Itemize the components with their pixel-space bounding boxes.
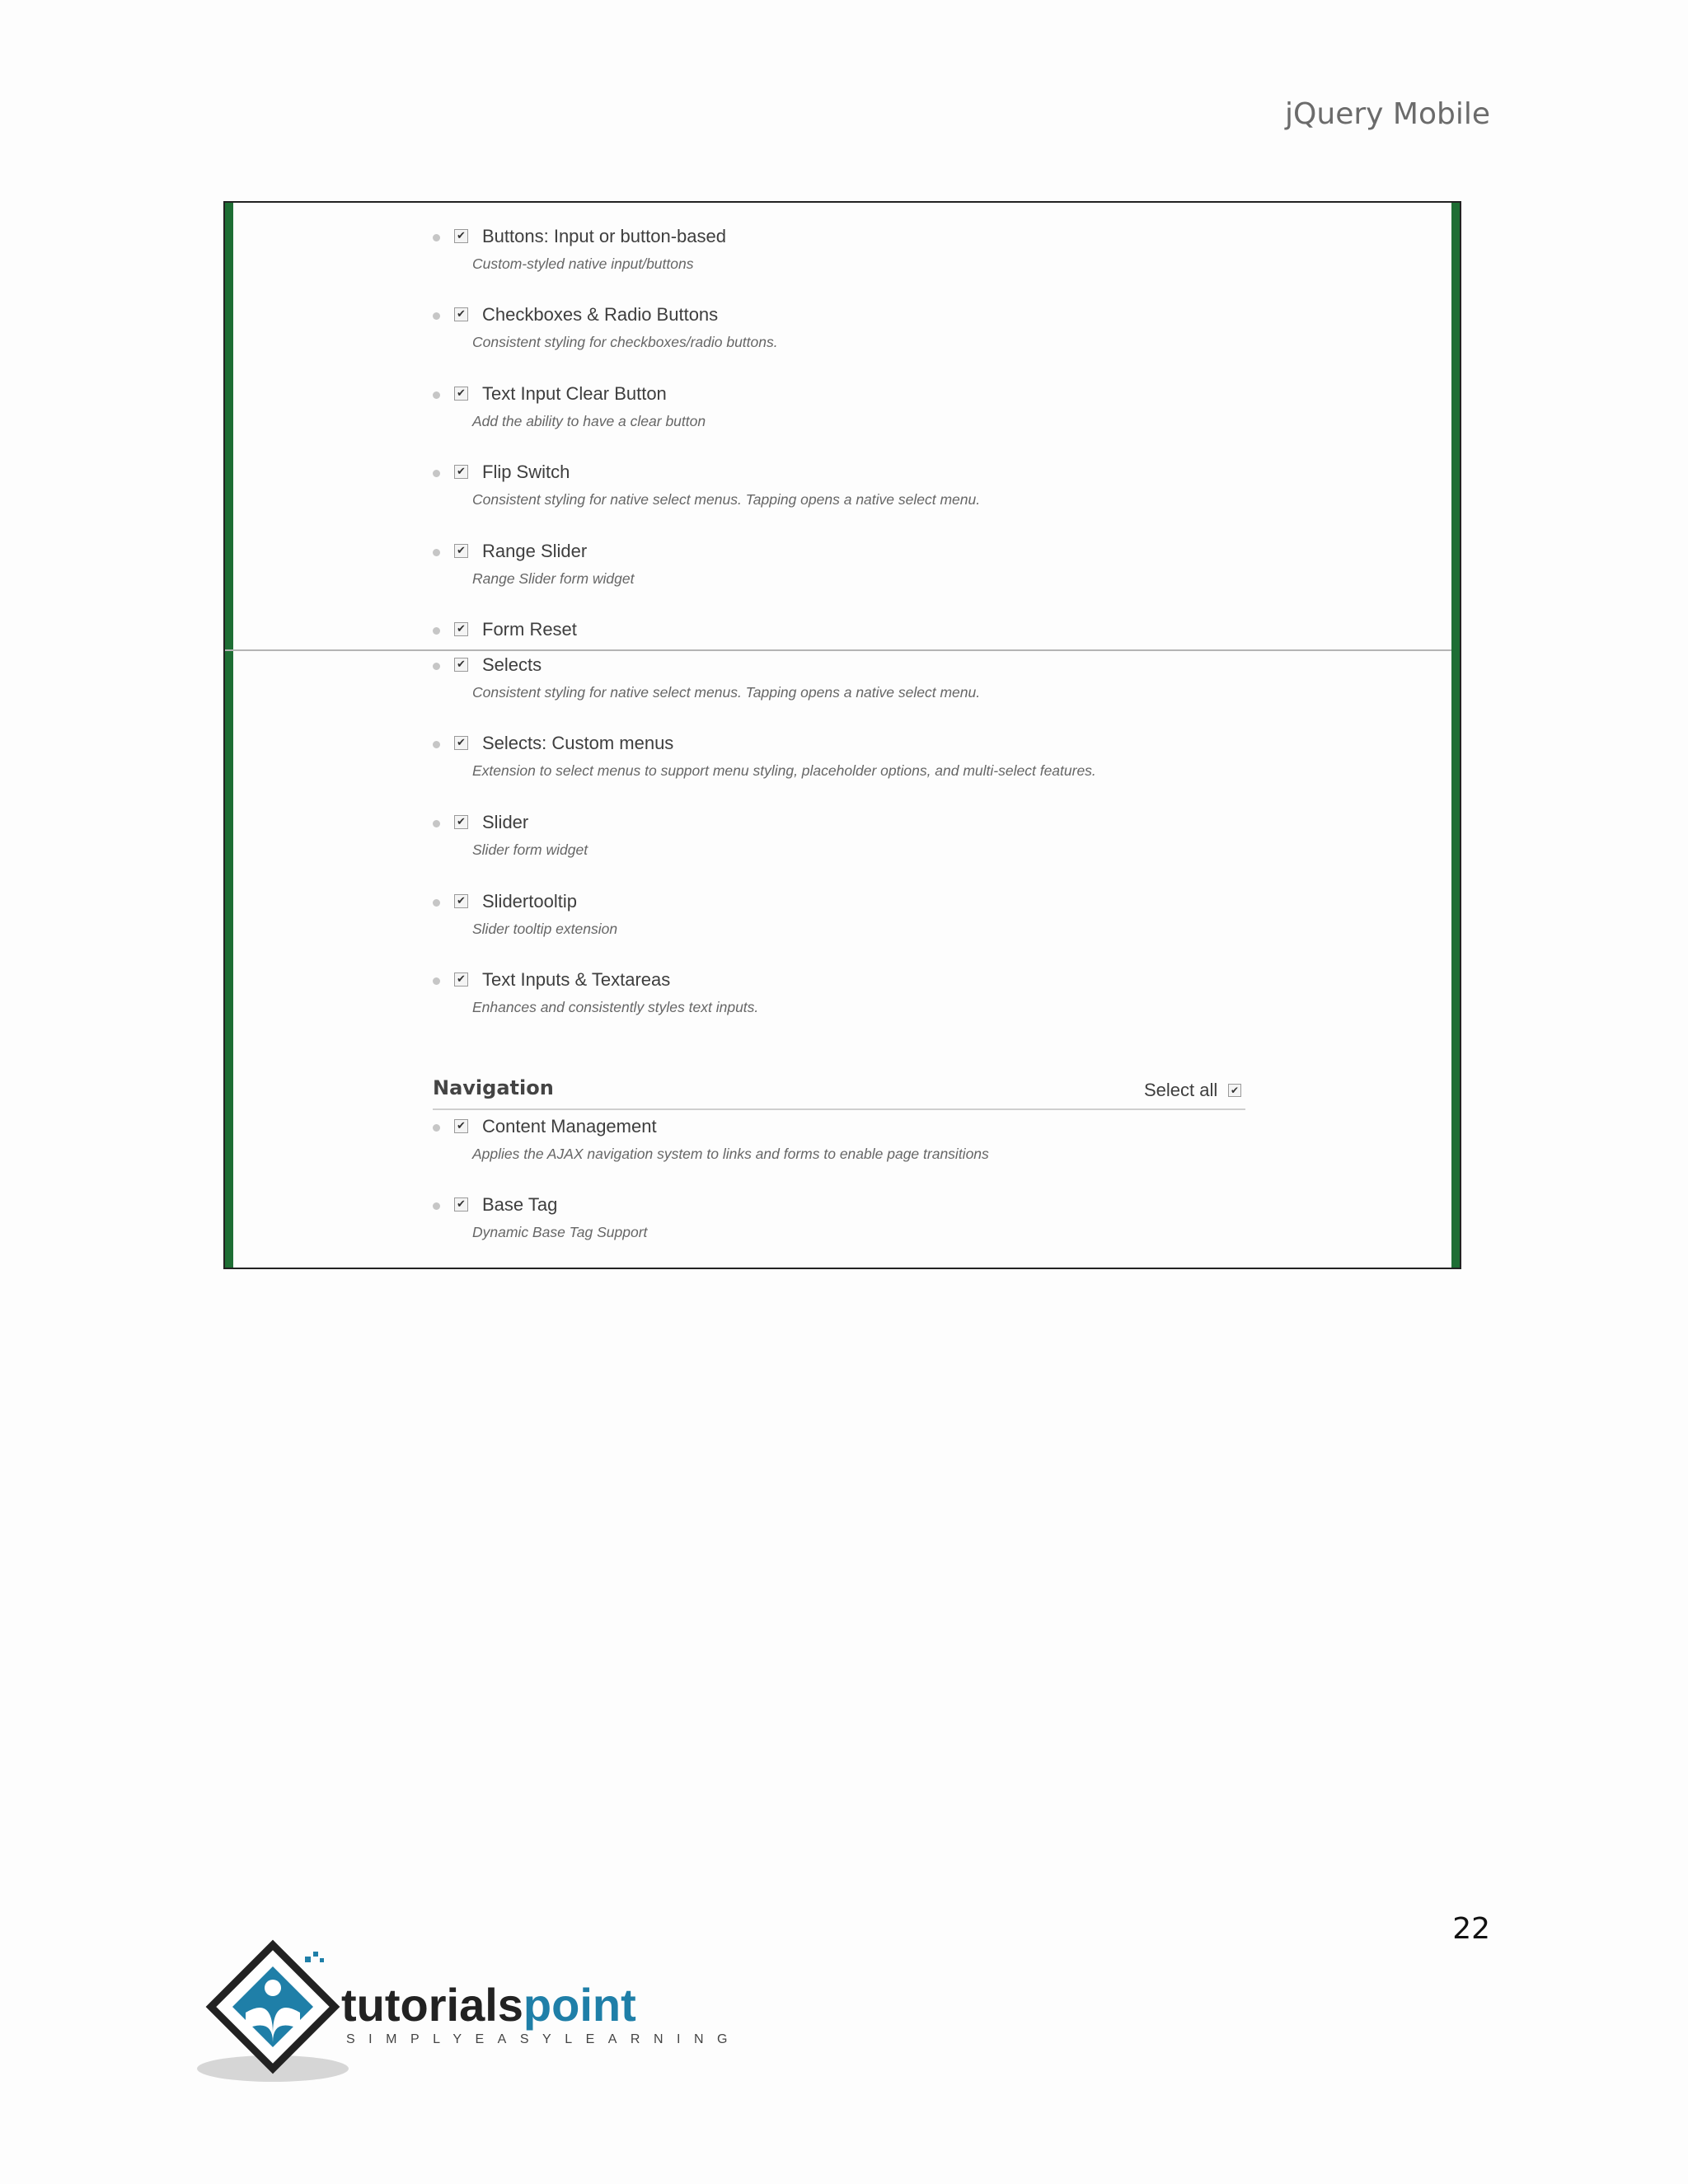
option-selects-custom-menus <box>433 733 1339 779</box>
checkbox-checked[interactable]: ✔ <box>454 972 468 987</box>
option-label: Form Reset <box>482 619 577 640</box>
option-buttons <box>433 226 1339 272</box>
bullet <box>433 977 440 985</box>
option-description: Consistent styling for native select menus. Tapping opens a native select menu. <box>472 684 981 701</box>
option-label: Selects: Custom menus <box>482 733 674 753</box>
option-range-slider <box>433 541 1339 587</box>
option-description: Add the ability to have a clear button <box>472 413 706 429</box>
tutorialspoint-logo <box>195 1937 741 2093</box>
option-label: Text Input Clear Button <box>482 383 667 404</box>
option-text-input-clear <box>433 383 1339 429</box>
option-description: Extension to select menus to support menu styling, placeholder options, and multi-select features. <box>472 762 1096 779</box>
bullet <box>433 1202 440 1210</box>
bullet <box>433 549 440 556</box>
select-all-label: Select all <box>1144 1080 1218 1100</box>
option-description: Slider tooltip extension <box>472 921 618 937</box>
checkbox-checked[interactable]: ✔ <box>454 658 468 672</box>
option-base-tag <box>433 1194 1339 1240</box>
option-label: Flip Switch <box>482 462 570 482</box>
checkbox-checked[interactable]: ✔ <box>454 1119 468 1133</box>
bullet <box>433 899 440 907</box>
bullet <box>433 627 440 635</box>
logo-pixel <box>305 1957 311 1962</box>
option-description: Enhances and consistently styles text inputs. <box>472 999 759 1015</box>
option-slider <box>433 812 1339 858</box>
option-description: Applies the AJAX navigation system to links and forms to enable page transitions <box>472 1146 989 1162</box>
option-label: Base Tag <box>482 1194 558 1215</box>
checkbox-checked[interactable]: ✔ <box>454 1197 468 1212</box>
checkbox-checked[interactable]: ✔ <box>454 815 468 829</box>
option-content-management <box>433 1116 1339 1162</box>
option-description: Consistent styling for checkboxes/radio buttons. <box>472 334 778 350</box>
bullet <box>433 663 440 670</box>
select-all-control[interactable] <box>1144 1080 1240 1101</box>
checkbox-checked[interactable]: ✔ <box>454 387 468 401</box>
option-label: Checkboxes & Radio Buttons <box>482 304 719 325</box>
option-label: Selects <box>482 654 542 675</box>
bullet <box>433 741 440 748</box>
checkbox-checked[interactable]: ✔ <box>454 894 468 908</box>
option-checkboxes-radio <box>433 304 1339 350</box>
page-header-title: jQuery Mobile <box>1285 97 1490 131</box>
bullet <box>433 234 440 241</box>
option-description: Custom-styled native input/buttons <box>472 255 694 272</box>
logo-pixel <box>313 1952 318 1957</box>
navigation-divider <box>433 1108 1245 1110</box>
bullet <box>433 820 440 827</box>
checkbox-checked[interactable]: ✔ <box>454 229 468 243</box>
option-label: Buttons: Input or button-based <box>482 226 726 246</box>
option-label: Slider <box>482 812 529 832</box>
bullet <box>433 312 440 320</box>
checkbox-checked[interactable]: ✔ <box>454 622 468 636</box>
bullet <box>433 1124 440 1132</box>
checkbox-checked[interactable]: ✔ <box>454 465 468 479</box>
option-text-inputs-textareas <box>433 969 1339 1015</box>
option-description: Consistent styling for native select menus. Tapping opens a native select menu. <box>472 491 981 508</box>
option-description: Slider form widget <box>472 841 588 858</box>
screenshot-divider <box>225 649 1460 651</box>
logo-figure-head <box>265 1980 281 1996</box>
page-number: 22 <box>1452 1912 1490 1946</box>
navigation-heading: Navigation <box>433 1076 554 1099</box>
logo-pixel <box>320 1958 324 1962</box>
logo-wordmark <box>341 1979 636 2031</box>
option-label: Text Inputs & Textareas <box>482 969 671 990</box>
option-label: Content Management <box>482 1116 657 1137</box>
logo-wordmark-accent: point <box>523 1979 636 2031</box>
option-form-reset <box>433 619 1339 645</box>
option-selects <box>433 654 1339 701</box>
logo-wordmark-dark: tutorials <box>341 1979 523 2031</box>
option-flip-switch <box>433 462 1339 508</box>
option-label: Range Slider <box>482 541 588 561</box>
bullet <box>433 470 440 477</box>
option-slidertooltip <box>433 891 1339 937</box>
option-description: Dynamic Base Tag Support <box>472 1224 648 1240</box>
checkbox-checked[interactable]: ✔ <box>454 307 468 321</box>
select-all-checkbox[interactable]: ✔ <box>1228 1084 1241 1097</box>
option-description: Range Slider form widget <box>472 570 635 587</box>
bullet <box>433 391 440 399</box>
screenshot-frame <box>223 201 1461 1269</box>
checkbox-checked[interactable]: ✔ <box>454 736 468 750</box>
option-label: Slidertooltip <box>482 891 577 912</box>
logo-tagline: SIMPLYEASYLEARNING <box>346 2032 741 2046</box>
checkbox-checked[interactable]: ✔ <box>454 544 468 558</box>
